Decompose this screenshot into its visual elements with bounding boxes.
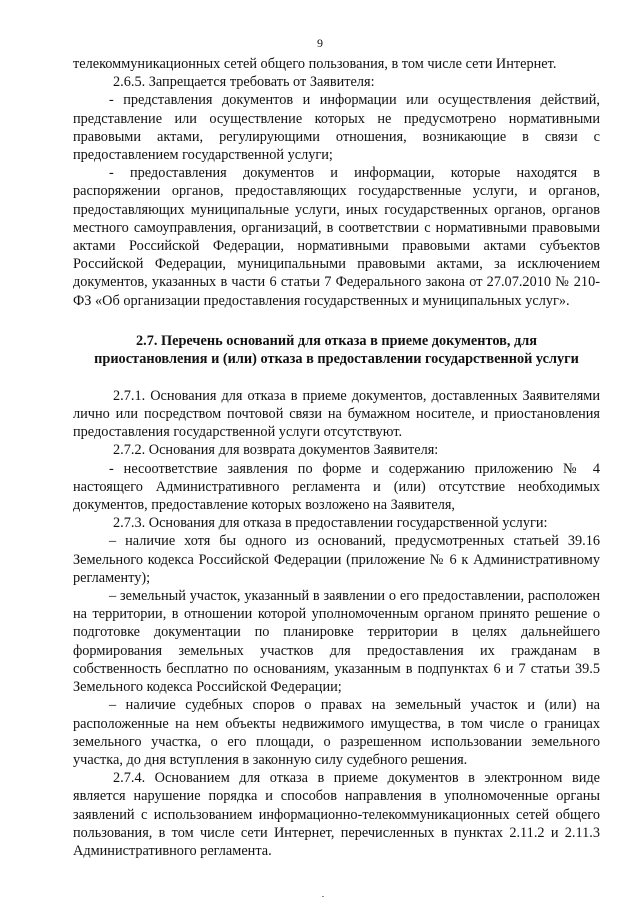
section-heading-2-7: [73, 332, 600, 369]
paragraph-return-reason: - несоответствие заявления по форме и содержанию приложению № 4 настоящего Административного регламента и (или) отсутствие необходимых документов, предоставление которых возложено на Заявителя,: [73, 460, 600, 514]
paragraph-refusal-reason-1: – наличие хотя бы одного из оснований, предусмотренных статьей 39.16 Земельного кодекса Российской Федерации (приложение № 6 к Административному регламенту);: [73, 533, 600, 586]
paragraph-2-6-5: 2.6.5. Запрещается требовать от Заявителя:: [113, 74, 375, 91]
paragraph-refusal-reason-2: – земельный участок, указанный в заявлении о его предоставлении, расположен на территории, в отношении которой уполномоченным органом принято решение о подготовке документации по планировке территории в целях дальнейшего формирования земельных участков для предоставления их гражданам в собственность бесплатно по основаниям, указанным в подпунктах 6 и 7 статьи 39.5 Земельного кодекса Российской Федерации;: [73, 588, 600, 696]
document-body: [73, 55, 600, 860]
paragraph-list-item-2: - предоставления документов и информации, которые находятся в распоряжении органов, предоставляющих государственные услуги, и органов, предоставляющих муниципальные услуги, иных государственных органов, органов местного самоуправления, организаций, в соответствии с нормативными правовыми актами Российской Федерации, нормативными правовыми актами субъектов Российской Федерации, муниципальными правовыми актами, за исключением документов, указанных в части 6 статьи 7 Федерального закона от 27.07.2010 № 210-ФЗ «Об организации предоставления государственных и муниципальных услуг».: [73, 165, 600, 309]
paragraph-refusal-reason-3: – наличие судебных споров о правах на земельный участок и (или) на расположенные на нем объекты недвижимого имущества, в том числе о границах земельного участка, о его площади, о разрешенном использовании земельного участка, до дня вступления в законную силу судебного решения.: [73, 697, 600, 768]
paragraph-2-7-2: 2.7.2. Основания для возврата документов Заявителя:: [113, 442, 439, 459]
paragraph-list-item-1: - представления документов и информации или осуществления действий, представление или осуществление которых не предусмотрено нормативными правовыми актами, регулирующими отношения, возникающие в связи с предоставлением государственной услуги;: [73, 92, 600, 164]
paragraph-continuation: телекоммуникационных сетей общего пользования, в том числе сети Интернет.: [73, 56, 557, 72]
paragraph-2-7-3: 2.7.3. Основания для отказа в предоставлении государственной услуги:: [113, 515, 548, 532]
section-heading-line-2: приостановления и (или) отказа в предоставлении государственной услуги: [94, 351, 579, 368]
paragraph-2-7-4: 2.7.4. Основанием для отказа в приеме документов в электронном виде является нарушение порядка и способов направления в уполномоченные органы заявлений с использованием информационно-телекоммуникационных сетей общего пользования, в том числе сети Интернет, перечисленных в пунктах 2.11.2 и 2.11.3 Административного регламента.: [73, 770, 600, 859]
section-heading-line-1: 2.7. Перечень оснований для отказа в приеме документов, для: [136, 332, 537, 349]
footer-mark: [322, 896, 324, 897]
page-number: 9: [317, 36, 323, 50]
paragraph-2-7-1: 2.7.1. Основания для отказа в приеме документов, доставленных Заявителями лично или посредством почтовой связи на бумажном носителе, и приостановления предоставления государственной услуги отсутствуют.: [73, 387, 600, 441]
